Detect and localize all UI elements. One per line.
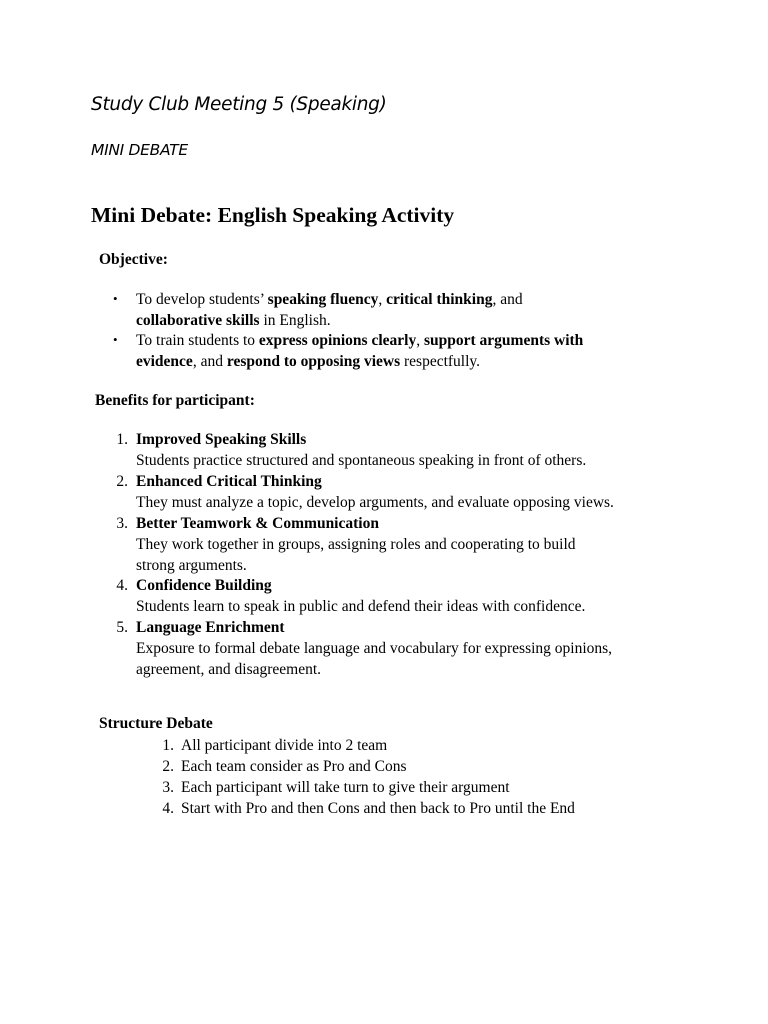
benefit-title: Language Enrichment bbox=[136, 619, 285, 636]
objective-heading: Objective: bbox=[99, 251, 168, 268]
document-title: Study Club Meeting 5 (Speaking) bbox=[91, 94, 387, 115]
benefit-description: agreement, and disagreement. bbox=[136, 661, 322, 678]
benefit-description: Students practice structured and spontaneous speaking in front of others. bbox=[136, 452, 587, 469]
benefit-description: They must analyze a topic, develop arguments, and evaluate opposing views. bbox=[136, 494, 614, 511]
objective-item-2-line-1: To train students to express opinions clearly, support arguments with bbox=[136, 332, 584, 349]
benefit-title: Improved Speaking Skills bbox=[136, 431, 307, 448]
structure-item: Each participant will take turn to give their argument bbox=[181, 779, 510, 796]
list-number: 3. bbox=[162, 779, 174, 796]
objective-item-1-line-2: collaborative skills in English. bbox=[136, 312, 331, 329]
objective-item-1-line-1: To develop students’ speaking fluency, critical thinking, and bbox=[136, 291, 523, 308]
bullet-icon: • bbox=[113, 291, 118, 306]
benefits-heading: Benefits for participant: bbox=[95, 392, 255, 409]
benefit-title: Better Teamwork & Communication bbox=[136, 515, 379, 532]
list-number: 1. bbox=[116, 431, 128, 448]
list-number: 2. bbox=[116, 473, 128, 490]
structure-item: All participant divide into 2 team bbox=[181, 737, 388, 754]
list-number: 1. bbox=[162, 737, 174, 754]
document-subtitle: MINI DEBATE bbox=[91, 141, 188, 159]
benefit-description: Exposure to formal debate language and vocabulary for expressing opinions, bbox=[136, 640, 613, 657]
benefit-description: strong arguments. bbox=[136, 557, 247, 574]
benefit-title: Enhanced Critical Thinking bbox=[136, 473, 322, 490]
list-number: 5. bbox=[116, 619, 128, 636]
bullet-icon: • bbox=[113, 332, 118, 347]
objective-item-2-line-2: evidence, and respond to opposing views respectfully. bbox=[136, 353, 481, 370]
benefit-description: Students learn to speak in public and defend their ideas with confidence. bbox=[136, 598, 586, 615]
list-number: 4. bbox=[162, 800, 174, 817]
benefit-title: Confidence Building bbox=[136, 577, 272, 594]
benefit-description: They work together in groups, assigning roles and cooperating to build bbox=[136, 536, 576, 553]
structure-item: Each team consider as Pro and Cons bbox=[181, 758, 407, 775]
structure-heading: Structure Debate bbox=[99, 715, 213, 732]
list-number: 4. bbox=[116, 577, 128, 594]
list-number: 3. bbox=[116, 515, 128, 532]
list-number: 2. bbox=[162, 758, 174, 775]
main-heading: Mini Debate: English Speaking Activity bbox=[91, 203, 455, 227]
structure-item: Start with Pro and then Cons and then back to Pro until the End bbox=[181, 800, 575, 817]
